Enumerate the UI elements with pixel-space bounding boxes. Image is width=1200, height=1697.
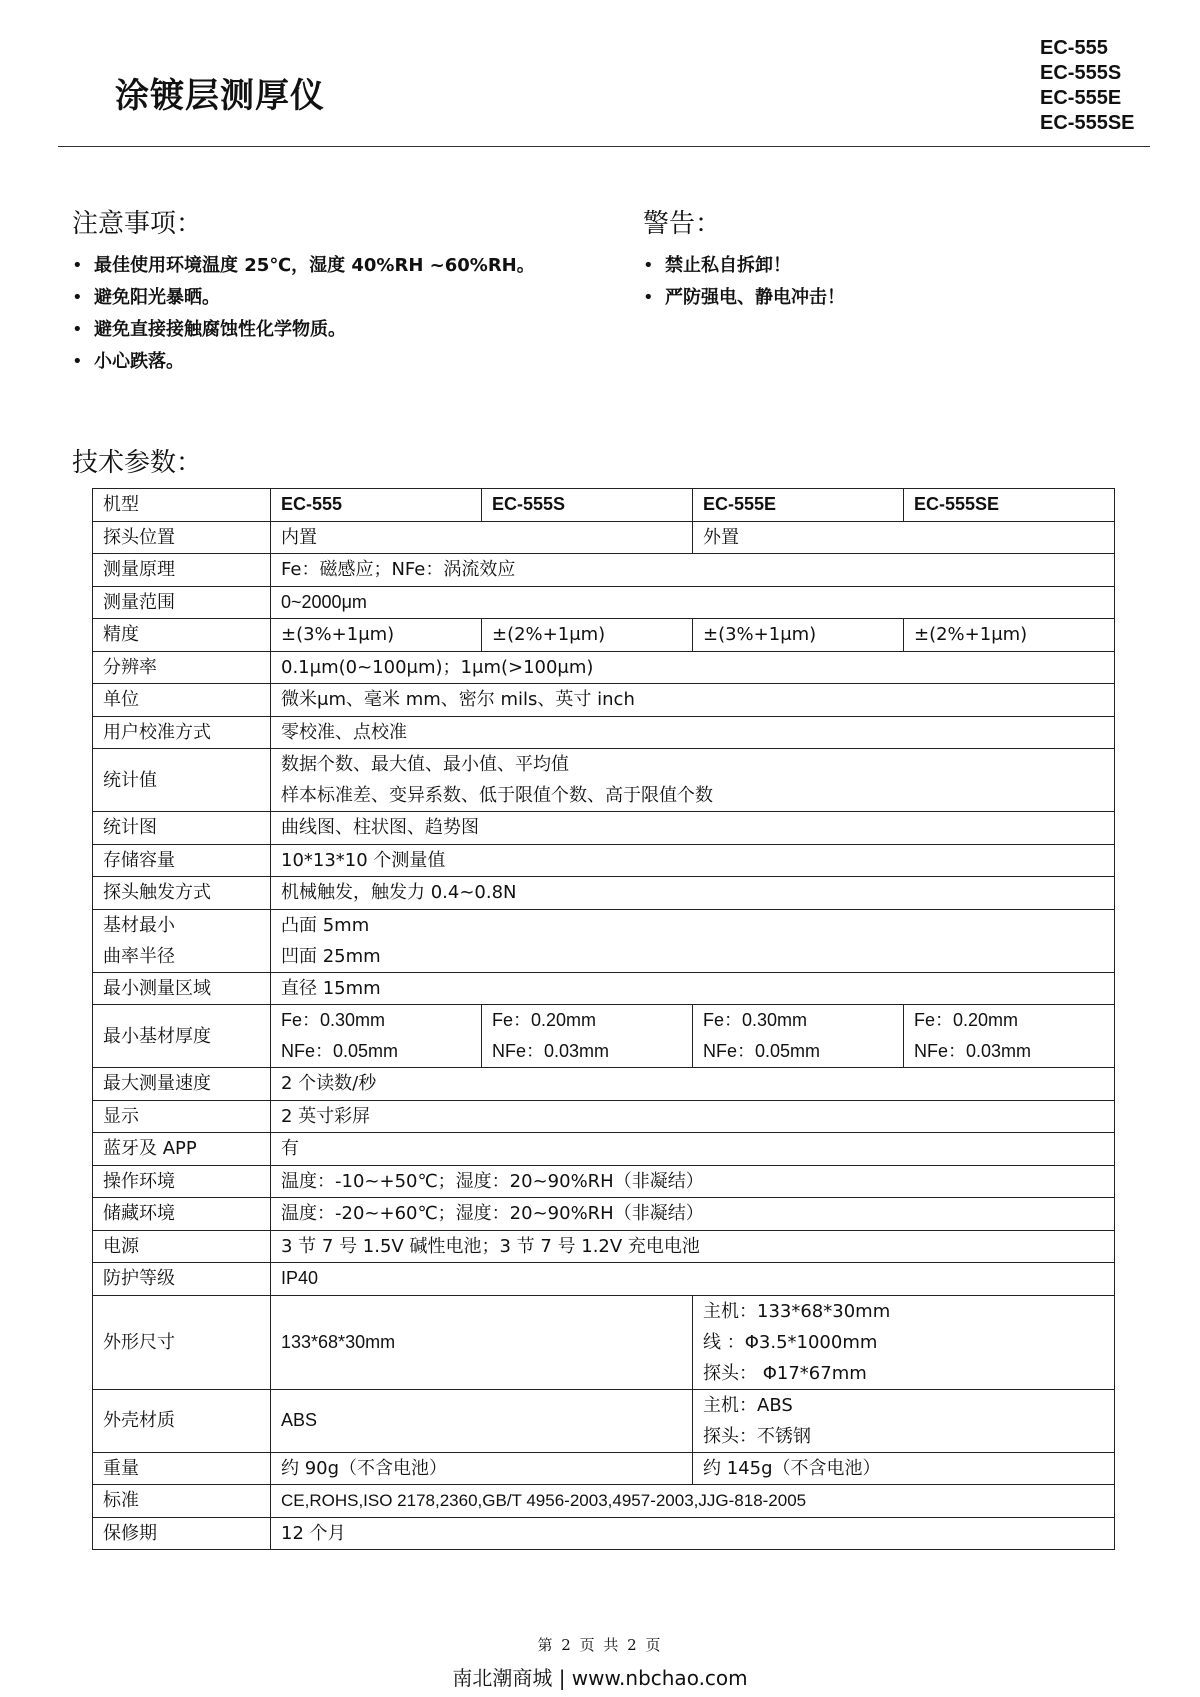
table-row <box>93 619 1115 652</box>
fe-value: Fe：0.30mm <box>703 1010 808 1030</box>
table-row <box>93 651 1115 684</box>
row-label: 电源 <box>93 1230 271 1263</box>
cell-value: Fe：磁感应；NFe：涡流效应 <box>271 554 1115 587</box>
table-row <box>93 1165 1115 1198</box>
list-item: • 小心跌落。 <box>72 346 535 378</box>
cell-value: 零校准、点校准 <box>271 716 1115 749</box>
cell-value: 0~2000μm <box>271 586 1115 619</box>
page-number: 第 2 页 共 2 页 <box>537 1636 663 1654</box>
fe-value: Fe：0.20mm <box>492 1010 597 1030</box>
cell-value: 曲线图、柱状图、趋势图 <box>271 812 1115 845</box>
cell-value: 2 英寸彩屏 <box>271 1100 1115 1133</box>
model-header: EC-555SE <box>904 489 1115 522</box>
notes-heading: 注意事项： <box>72 209 203 239</box>
table-row <box>93 1295 1115 1389</box>
table-row <box>93 1452 1115 1485</box>
row-label: 外壳材质 <box>93 1389 271 1452</box>
cell-value: 机械触发，触发力 0.4~0.8N <box>271 877 1115 910</box>
curvature-convex: 凸面 5mm <box>281 914 370 936</box>
header-divider <box>58 146 1150 147</box>
cell-value: 133*68*30mm <box>271 1295 693 1389</box>
warnings-list <box>643 250 845 314</box>
cell-value: 10*13*10 个测量值 <box>271 844 1115 877</box>
cell-value: 约 145g（不含电池） <box>693 1452 1115 1485</box>
housing-probe: 探头：不锈钢 <box>703 1425 811 1447</box>
table-row <box>93 1133 1115 1166</box>
housing-host: 主机：ABS <box>703 1394 793 1416</box>
cell-value: 温度：-20~+60℃；湿度：20~90%RH（非凝结） <box>271 1198 1115 1231</box>
row-label: 最大测量速度 <box>93 1068 271 1101</box>
row-label: 统计值 <box>93 749 271 812</box>
cell-value <box>271 1005 482 1068</box>
table-row <box>93 1517 1115 1550</box>
nfe-value: NFe：0.03mm <box>914 1041 1032 1061</box>
table-row <box>93 1100 1115 1133</box>
table-row <box>93 554 1115 587</box>
table-row <box>93 1198 1115 1231</box>
statistics-line: 数据个数、最大值、最小值、平均值 <box>281 754 569 775</box>
table-row <box>93 749 1115 812</box>
row-label: 重量 <box>93 1452 271 1485</box>
cell-value <box>904 1005 1115 1068</box>
table-row <box>93 1230 1115 1263</box>
nfe-value: NFe：0.05mm <box>703 1041 821 1061</box>
row-label <box>93 909 271 972</box>
row-label: 防护等级 <box>93 1263 271 1296</box>
row-label-line: 基材最小 <box>103 914 175 936</box>
warnings-heading: 警告： <box>643 209 722 239</box>
dimension-host: 主机：133*68*30mm <box>703 1300 891 1322</box>
row-label: 最小测量区域 <box>93 972 271 1005</box>
spec-table <box>92 488 1115 1550</box>
row-label: 分辨率 <box>93 651 271 684</box>
row-label: 用户校准方式 <box>93 716 271 749</box>
cell-value: 外置 <box>693 521 1115 554</box>
cell-value: ±(2%+1μm) <box>482 619 693 652</box>
row-label: 精度 <box>93 619 271 652</box>
cell-value: 内置 <box>271 521 693 554</box>
row-label: 单位 <box>93 684 271 717</box>
statistics-line: 样本标准差、变异系数、低于限值个数、高于限值个数 <box>281 785 713 806</box>
nfe-value: NFe：0.03mm <box>492 1041 610 1061</box>
list-item: • 禁止私自拆卸！ <box>643 250 845 282</box>
table-row <box>93 877 1115 910</box>
cell-value: 12 个月 <box>271 1517 1115 1550</box>
table-row <box>93 521 1115 554</box>
row-label: 存储容量 <box>93 844 271 877</box>
table-row <box>93 972 1115 1005</box>
cell-value: 0.1μm(0~100μm)；1μm(>100μm) <box>271 651 1115 684</box>
list-item: • 严防强电、静电冲击！ <box>643 282 845 314</box>
row-label-line: 曲率半径 <box>103 945 175 967</box>
fe-value: Fe：0.30mm <box>281 1010 386 1030</box>
row-label: 最小基材厚度 <box>93 1005 271 1068</box>
cell-value <box>482 1005 693 1068</box>
table-row <box>93 812 1115 845</box>
model-code: EC-555E <box>1040 87 1122 109</box>
cell-value: CE,ROHS,ISO 2178,2360,GB/T 4956-2003,4957-2003,JJG-818-2005 <box>271 1485 1115 1518</box>
row-label: 保修期 <box>93 1517 271 1550</box>
cell-value: 约 90g（不含电池） <box>271 1452 693 1485</box>
cell-value: ±(3%+1μm) <box>693 619 904 652</box>
row-label: 标准 <box>93 1485 271 1518</box>
table-row <box>93 489 1115 522</box>
list-item: • 最佳使用环境温度 25℃，湿度 40%RH ~60%RH。 <box>72 250 535 282</box>
model-header: EC-555E <box>693 489 904 522</box>
table-row <box>93 1263 1115 1296</box>
table-row <box>93 1068 1115 1101</box>
model-header: EC-555 <box>271 489 482 522</box>
list-item: • 避免直接接触腐蚀性化学物质。 <box>72 314 535 346</box>
cell-value: 温度：-10~+50℃；湿度：20~90%RH（非凝结） <box>271 1165 1115 1198</box>
cell-value: 有 <box>271 1133 1115 1166</box>
cell-value <box>693 1389 1115 1452</box>
model-header: EC-555S <box>482 489 693 522</box>
row-label: 外形尺寸 <box>93 1295 271 1389</box>
cell-value <box>693 1005 904 1068</box>
table-row <box>93 716 1115 749</box>
row-label: 机型 <box>93 489 271 522</box>
row-label: 探头位置 <box>93 521 271 554</box>
dimension-probe: 探头： Φ17*67mm <box>703 1362 867 1384</box>
table-row <box>93 1389 1115 1452</box>
model-code: EC-555S <box>1040 62 1122 84</box>
table-row <box>93 909 1115 972</box>
model-code: EC-555 <box>1040 37 1108 59</box>
cell-value <box>271 909 1115 972</box>
dimension-cable: 线 ：Φ3.5*1000mm <box>703 1331 878 1353</box>
cell-value: 直径 15mm <box>271 972 1115 1005</box>
specs-heading: 技术参数： <box>72 448 203 478</box>
cell-value: ±(3%+1μm) <box>271 619 482 652</box>
curvature-concave: 凹面 25mm <box>281 945 381 967</box>
table-row <box>93 684 1115 717</box>
model-list <box>1040 36 1135 136</box>
cell-value: 3 节 7 号 1.5V 碱性电池；3 节 7 号 1.2V 充电电池 <box>271 1230 1115 1263</box>
site-footer: 南北潮商城 | www.nbchao.com <box>452 1666 748 1690</box>
row-label: 显示 <box>93 1100 271 1133</box>
page-title: 涂镀层测厚仪 <box>115 76 325 116</box>
list-item: • 避免阳光暴晒。 <box>72 282 535 314</box>
cell-value <box>271 749 1115 812</box>
table-row <box>93 1485 1115 1518</box>
table-row <box>93 844 1115 877</box>
row-label: 操作环境 <box>93 1165 271 1198</box>
row-label: 蓝牙及 APP <box>93 1133 271 1166</box>
model-code: EC-555SE <box>1040 112 1135 134</box>
fe-value: Fe：0.20mm <box>914 1010 1019 1030</box>
nfe-value: NFe：0.05mm <box>281 1041 399 1061</box>
table-row <box>93 1005 1115 1068</box>
cell-value: 2 个读数/秒 <box>271 1068 1115 1101</box>
row-label: 探头触发方式 <box>93 877 271 910</box>
cell-value: 微米μm、毫米 mm、密尔 mils、英寸 inch <box>271 684 1115 717</box>
cell-value: ±(2%+1μm) <box>904 619 1115 652</box>
table-row <box>93 586 1115 619</box>
notes-list <box>72 250 535 378</box>
row-label: 测量范围 <box>93 586 271 619</box>
cell-value: IP40 <box>271 1263 1115 1296</box>
cell-value <box>693 1295 1115 1389</box>
row-label: 统计图 <box>93 812 271 845</box>
row-label: 测量原理 <box>93 554 271 587</box>
row-label: 储藏环境 <box>93 1198 271 1231</box>
cell-value: ABS <box>271 1389 693 1452</box>
